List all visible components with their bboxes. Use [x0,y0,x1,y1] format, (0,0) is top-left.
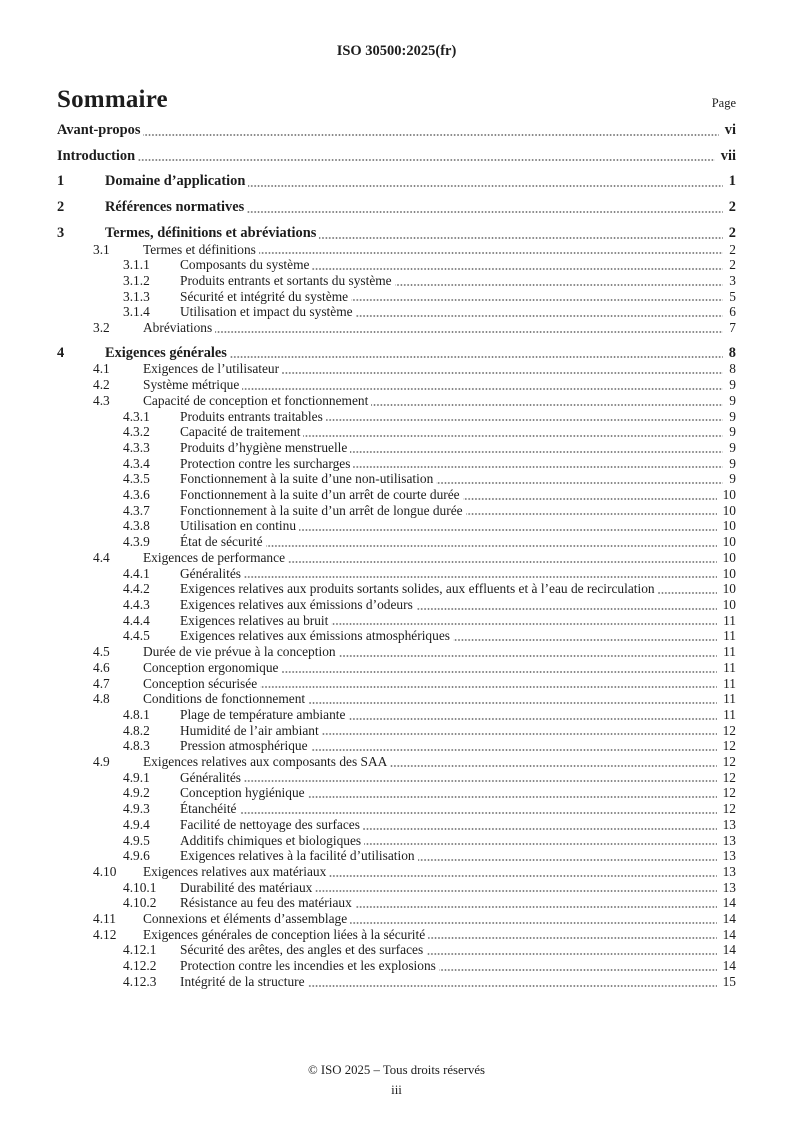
toc-entry[interactable] [123,895,736,911]
toc-entry[interactable] [123,581,736,597]
toc-entry-title: Fonctionnement à la suite d’une non-utilisation [180,471,436,486]
toc-entry[interactable] [123,628,736,644]
toc-entry-body [180,613,736,629]
toc-entry-number: 3.2 [93,320,110,336]
toc-entry[interactable] [123,833,736,849]
toc-entry-title: Utilisation en continu [180,518,299,533]
toc-entry-title: Humidité de l’air ambiant [180,723,322,738]
toc-entry-title: Exigences de performance [143,550,288,565]
toc-entry-body [180,581,736,597]
toc-entry-title: Conception sécurisée [143,676,260,691]
table-of-contents [57,123,736,990]
toc-entry-number: 2 [57,199,65,216]
toc-entry-number: 4.7 [93,675,110,691]
toc-entry-title: Domaine d’application [105,173,248,189]
toc-entry-page-number: 12 [717,738,736,754]
toc-entry-title: Étanchéité [180,801,240,816]
toc-entry-page-number: 8 [723,346,736,362]
toc-entry-page-number: 10 [717,581,736,597]
toc-entry-page-number: 10 [717,566,736,582]
toc-entry-page-number: 9 [723,377,736,393]
toc-entry[interactable] [123,597,736,613]
toc-entry-number: 4.3.3 [123,439,150,455]
toc-entry[interactable] [123,723,736,739]
toc-entry-number: 4.10.2 [123,895,157,911]
toc-entry-page-number: 10 [717,550,736,566]
toc-entry-number: 4.4.2 [123,581,150,597]
toc-entry[interactable] [123,304,736,320]
toc-entry-title: Protection contre les surcharges [180,456,353,471]
toc-entry[interactable] [93,361,736,377]
toc-entry-title: Exigences relatives aux composants des SAA [143,754,390,769]
toc-entry-number: 3.1.1 [123,257,150,273]
toc-entry-body [143,676,736,692]
toc-entry-number: 4.9.5 [123,832,150,848]
toc-entry-page-number: 12 [717,723,736,739]
toc-entry-number: 4.3.6 [123,487,150,503]
toc-entry[interactable] [93,377,736,393]
toc-entry[interactable] [57,226,736,242]
toc-entry-number: 4.6 [93,659,110,675]
toc-entry-title: État de sécurité [180,534,266,549]
toc-entry-page-number: 11 [717,676,736,692]
toc-entry-page-number: 11 [717,644,736,660]
toc-entry[interactable] [123,424,736,440]
toc-entry[interactable] [93,927,736,943]
toc-entry-number: 4.3.5 [123,471,150,487]
toc-entry-title: Abréviations [143,320,215,335]
toc-entry-body [105,174,736,190]
toc-entry-page-number: 14 [717,895,736,911]
toc-entry-page-number: 15 [717,974,736,990]
toc-entry-title: Durée de vie prévue à la conception [143,644,339,659]
toc-entry-body [180,289,736,305]
toc-title-row [57,87,736,113]
toc-entry-title: Exigences relatives aux produits sortants solides, aux effluents et à l’eau de recirculation [180,581,658,596]
toc-entry-number: 4.3.8 [123,518,150,534]
toc-entry-body [180,424,736,440]
toc-entry-title: Capacité de traitement [180,424,303,439]
toc-entry-page-number: 12 [717,801,736,817]
toc-entry-page-number: 10 [717,503,736,519]
toc-entry-title: Conception hygiénique [180,785,308,800]
toc-entry-page-number: 11 [717,691,736,707]
toc-entry-title: Connexions et éléments d’assemblage [143,911,350,926]
toc-entry-page-number: 3 [723,273,736,289]
toc-entry[interactable] [123,817,736,833]
toc-entry-body [143,927,736,943]
toc-entry-title: Pression atmosphérique [180,738,311,753]
toc-entry-page-number: 10 [717,487,736,503]
toc-entry-number: 4.8.1 [123,706,150,722]
toc-entry-page-number: 7 [723,320,736,336]
toc-entry-body [143,660,736,676]
toc-entry-body [180,770,736,786]
toc-entry[interactable] [93,320,736,336]
toc-entry-number: 4.8.3 [123,738,150,754]
toc-entry-title: Utilisation et impact du système [180,304,356,319]
toc-entry-title: Fonctionnement à la suite d’un arrêt de longue durée [180,503,466,518]
toc-entry[interactable] [93,754,736,770]
toc-entry-page-number: 9 [723,393,736,409]
toc-entry-body [180,597,736,613]
toc-entry-page-number: 2 [723,242,736,258]
toc-entry-body [180,848,736,864]
toc-entry-title: Exigences relatives à la facilité d’utilisation [180,848,418,863]
toc-entry-title: Intégrité de la structure [180,974,308,989]
toc-entry-title: Fonctionnement à la suite d’un arrêt de courte durée [180,487,463,502]
folio-page-number: iii [391,1082,402,1097]
toc-entry-number: 4.8 [93,691,110,707]
copyright-notice: © ISO 2025 – Tous droits réservés [307,1063,486,1077]
toc-entry-number: 4.12 [93,926,117,942]
toc-entry-title: Introduction [57,148,138,164]
toc-entry-body [180,534,736,550]
toc-entry-number: 4.9.3 [123,801,150,817]
toc-entry-title: Sécurité et intégrité du système [180,289,351,304]
toc-entry-body [143,393,736,409]
toc-entry-page-number: 11 [717,628,736,644]
toc-entry[interactable] [123,880,736,896]
toc-entry-title: Capacité de conception et fonctionnement [143,393,371,408]
toc-entry-body [180,895,736,911]
page-column-label: Page [711,96,736,110]
toc-entry-number: 3 [57,224,65,241]
toc-entry-body [143,550,736,566]
toc-entry-number: 4.3.2 [123,424,150,440]
toc-entry-title: Produits entrants et sortants du système [180,273,395,288]
toc-entry-number: 4.1 [93,361,110,377]
toc-entry[interactable] [123,487,736,503]
toc-entry-body [180,833,736,849]
toc-entry[interactable] [123,785,736,801]
toc-entry-body [57,149,736,165]
toc-entry-page-number: 11 [717,613,736,629]
toc-entry[interactable] [123,503,736,519]
toc-entry-number: 3.1.4 [123,304,150,320]
toc-entry[interactable] [57,200,736,216]
toc-entry[interactable] [93,691,736,707]
toc-entry-title: Protection contre les incendies et les explosions [180,958,439,973]
toc-entry-number: 4.12.3 [123,973,157,989]
toc-entry[interactable] [57,174,736,190]
toc-entry-body [180,409,736,425]
toc-entry-title: Système métrique [143,377,242,392]
toc-entry-number: 4.10 [93,863,117,879]
toc-entry-page-number: 13 [717,880,736,896]
toc-entry-number: 4.11 [93,911,116,927]
toc-entry[interactable] [123,273,736,289]
toc-entry[interactable] [123,738,736,754]
toc-entry-body [105,200,736,216]
toc-entry-title: Plage de température ambiante [180,707,348,722]
toc-entry-page-number: 14 [717,927,736,943]
toc-entry-page-number: 9 [723,409,736,425]
toc-entry-page-number: 6 [723,304,736,320]
toc-entry-page-number: vii [715,149,736,165]
toc-entry-number: 4.4 [93,549,110,565]
toc-entry-body [180,273,736,289]
toc-entry[interactable] [123,707,736,723]
toc-entry-page-number: 14 [717,942,736,958]
toc-entry-body [180,723,736,739]
toc-entry[interactable] [123,518,736,534]
toc-entry-page-number: 11 [717,707,736,723]
toc-entry[interactable] [123,534,736,550]
toc-entry-title: Composants du système [180,257,312,272]
toc-entry-body [143,754,736,770]
toc-entry-title: Produits entrants traitables [180,409,326,424]
toc-entry-number: 4.4.4 [123,612,150,628]
toc-entry-number: 4 [57,344,65,361]
toc-entry-page-number: 10 [717,518,736,534]
toc-entry-page-number: 13 [717,864,736,880]
toc-entry-page-number: 8 [723,361,736,377]
toc-entry-number: 4.9 [93,754,110,770]
toc-entry-number: 4.9.4 [123,816,150,832]
toc-entry[interactable] [93,660,736,676]
toc-entry-page-number: 12 [717,785,736,801]
toc-entry-body [143,644,736,660]
toc-entry-body [180,738,736,754]
toc-entry-body [105,346,736,362]
toc-entry-number: 4.12.1 [123,942,157,958]
toc-entry-page-number: 12 [717,770,736,786]
toc-entry-number: 4.5 [93,644,110,660]
toc-entry-page-number: 12 [717,754,736,770]
toc-entry-title: Facilité de nettoyage des surfaces [180,817,363,832]
toc-entry[interactable] [57,123,736,139]
toc-entry[interactable] [93,676,736,692]
toc-entry-page-number: 2 [723,226,736,242]
toc-entry[interactable] [93,644,736,660]
toc-entry-page-number: 14 [717,911,736,927]
toc-entry-title: Références normatives [105,199,247,215]
toc-entry-body [180,817,736,833]
toc-entry-body [180,880,736,896]
toc-entry-body [180,942,736,958]
toc-entry[interactable] [93,393,736,409]
toc-entry-number: 4.9.1 [123,769,150,785]
toc-entry-title: Termes, définitions et abréviations [105,225,319,241]
toc-entry-body [180,707,736,723]
toc-entry[interactable] [57,149,736,165]
toc-entry-number: 1 [57,173,65,190]
toc-entry-number: 4.4.1 [123,565,150,581]
toc-entry[interactable] [123,289,736,305]
toc-entry-title: Durabilité des matériaux [180,880,315,895]
toc-entry-title: Exigences relatives aux émissions atmosphériques [180,628,453,643]
toc-entry-page-number: 10 [717,534,736,550]
toc-entry[interactable] [93,550,736,566]
toc-entry[interactable] [123,440,736,456]
toc-entry-number: 4.3.1 [123,408,150,424]
page-footer [0,1063,793,1097]
toc-entry[interactable] [123,848,736,864]
toc-entry-page-number: 1 [723,174,736,190]
toc-entry-body [180,785,736,801]
toc-entry[interactable] [123,770,736,786]
toc-entry[interactable] [123,942,736,958]
toc-entry-number: 4.3.7 [123,502,150,518]
toc-entry-title: Produits d’hygiène menstruelle [180,440,350,455]
toc-entry-number: 4.3.9 [123,534,150,550]
toc-entry[interactable] [123,958,736,974]
toc-entry-number: 3.1.2 [123,272,150,288]
toc-entry-title: Exigences générales [105,345,230,361]
toc-entry-number: 4.2 [93,377,110,393]
toc-entry-title: Avant-propos [57,122,143,138]
toc-entry-page-number: 11 [717,660,736,676]
toc-entry[interactable] [123,257,736,273]
toc-entry-number: 4.3 [93,392,110,408]
toc-entry-page-number: 9 [723,424,736,440]
toc-entry-page-number: 9 [723,440,736,456]
toc-entry-body [143,361,736,377]
toc-entry[interactable] [123,456,736,472]
toc-entry-body [180,304,736,320]
toc-entry[interactable] [57,346,736,362]
toc-entry-title: Exigences générales de conception liées à la sécurité [143,927,428,942]
toc-entry-body [57,123,736,139]
toc-entry-number: 4.9.6 [123,848,150,864]
toc-entry[interactable] [123,409,736,425]
toc-entry[interactable] [93,911,736,927]
toc-entry-number: 3.1.3 [123,288,150,304]
toc-title: Sommaire [57,86,168,113]
toc-entry-page-number: 14 [717,958,736,974]
toc-entry-body [143,377,736,393]
toc-entry-body [180,974,736,990]
document-reference-header: ISO 30500:2025(fr) [336,43,457,59]
toc-entry-body [143,242,736,258]
toc-entry-title: Exigences relatives au bruit [180,613,331,628]
toc-entry-title: Exigences de l’utilisateur [143,361,282,376]
toc-entry-body [180,440,736,456]
toc-entry-page-number: 2 [723,257,736,273]
toc-entry-body [180,801,736,817]
toc-entry-title: Conception ergonomique [143,660,282,675]
toc-entry-number: 4.3.4 [123,455,150,471]
toc-entry[interactable] [123,613,736,629]
toc-entry-body [180,503,736,519]
toc-entry-number: 4.4.3 [123,596,150,612]
toc-entry-body [180,487,736,503]
toc-entry-title: Exigences relatives aux émissions d’odeurs [180,597,416,612]
toc-entry-page-number: 13 [717,817,736,833]
toc-entry-number: 4.9.2 [123,785,150,801]
toc-entry-title: Exigences relatives aux matériaux [143,864,329,879]
toc-entry-page-number: 5 [723,289,736,305]
toc-entry-body [180,958,736,974]
toc-entry-page-number: 13 [717,833,736,849]
toc-entry-body [105,226,736,242]
toc-entry[interactable] [123,974,736,990]
toc-entry[interactable] [93,242,736,258]
toc-entry-body [143,691,736,707]
toc-entry-page-number: 9 [723,456,736,472]
toc-entry[interactable] [123,801,736,817]
toc-entry-number: 4.12.2 [123,958,157,974]
toc-entry-page-number: 9 [723,471,736,487]
toc-entry-title: Conditions de fonctionnement [143,691,308,706]
toc-entry-body [180,257,736,273]
toc-entry-body [180,628,736,644]
toc-entry-body [180,456,736,472]
toc-entry-title: Généralités [180,566,244,581]
toc-entry-body [143,911,736,927]
toc-entry-body [180,566,736,582]
toc-entry-title: Termes et définitions [143,242,259,257]
toc-entry-title: Généralités [180,770,244,785]
toc-entry-page-number: 13 [717,848,736,864]
toc-entry-body [180,471,736,487]
toc-entry-body [143,320,736,336]
toc-entry-body [143,864,736,880]
toc-entry[interactable] [123,566,736,582]
toc-entry[interactable] [93,864,736,880]
toc-entry-body [180,518,736,534]
toc-entry-page-number: 10 [717,597,736,613]
toc-entry-title: Sécurité des arêtes, des angles et des surfaces [180,942,426,957]
toc-entry-title: Additifs chimiques et biologiques [180,833,364,848]
toc-entry-number: 4.4.5 [123,628,150,644]
toc-entry-page-number: 2 [723,200,736,216]
toc-entry[interactable] [123,471,736,487]
toc-entry-title: Résistance au feu des matériaux [180,895,355,910]
toc-entry-page-number: vi [719,123,736,139]
toc-entry-number: 4.10.1 [123,879,157,895]
toc-entry-number: 4.8.2 [123,722,150,738]
toc-entry-number: 3.1 [93,241,110,257]
